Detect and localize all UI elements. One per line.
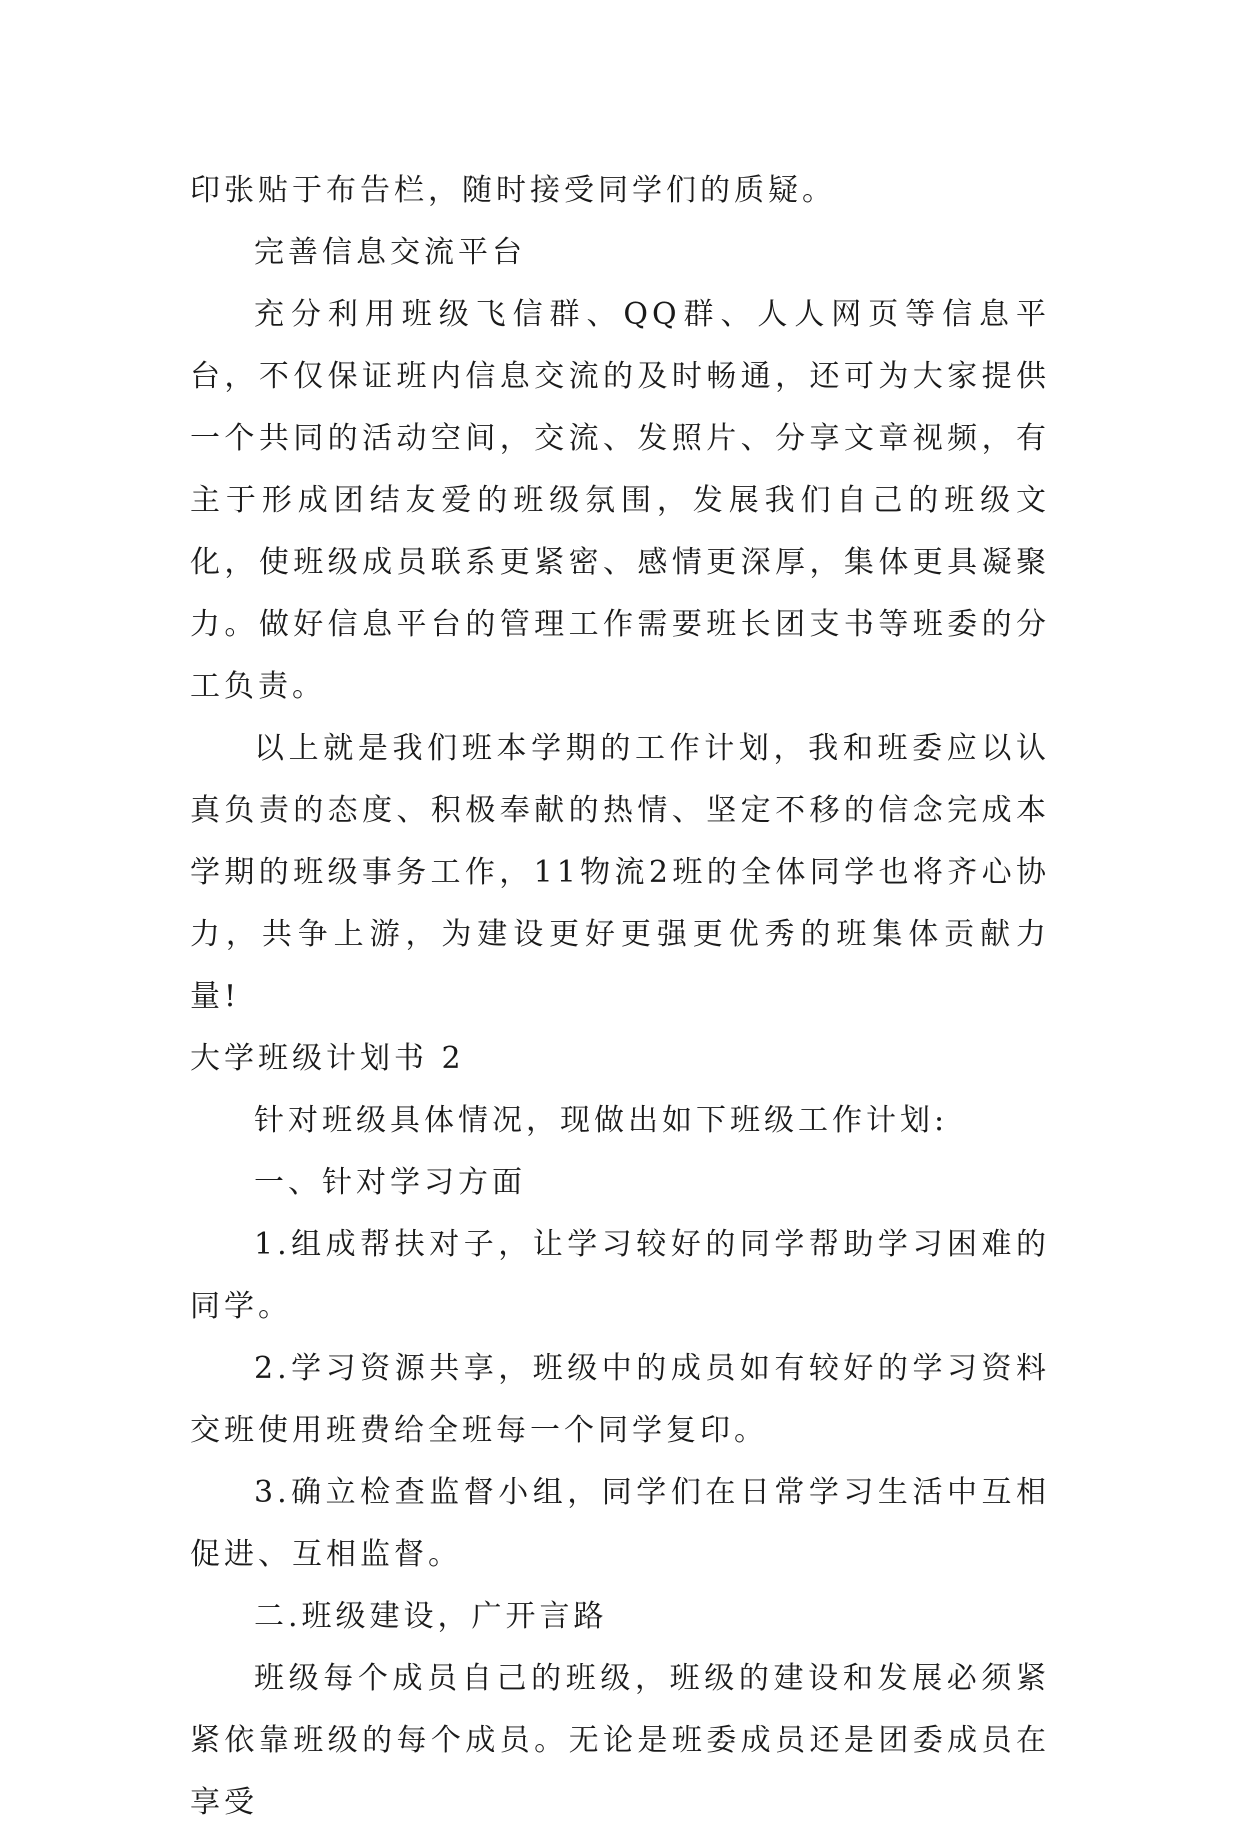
heading-study: 一、针对学习方面 bbox=[254, 1165, 526, 1200]
heading-class-building: 二.班级建设，广开言路 bbox=[254, 1599, 608, 1634]
paragraph-conclusion: 以上就是我们班本学期的工作计划，我和班委应以认真负责的态度、积极奉献的热情、坚定不移的信念完成本学期的班级事务工作，11物流2班的全体同学也将齐心协力，共争上游，为建设更好更强更优秀的班集体贡献力量! bbox=[190, 731, 1050, 1014]
paragraph-info-platform: 充分利用班级飞信群、QQ群、人人网页等信息平台，不仅保证班内信息交流的及时畅通，还可为大家提供一个共同的活动空间，交流、发照片、分享文章视频，有主于形成团结友爱的班级氛围，发展我们自己的班级文化，使班级成员联系更紧密、感情更深厚，集体更具凝聚力。做好信息平台的管理工作需要班长团支书等班委的分工负责。 bbox=[190, 297, 1050, 704]
list-item-study-2: 2.学习资源共享，班级中的成员如有较好的学习资料交班使用班费给全班每一个同学复印。 bbox=[190, 1351, 1050, 1448]
section-title-plan-2: 大学班级计划书 2 bbox=[190, 1041, 465, 1076]
paragraph-intro: 针对班级具体情况，现做出如下班级工作计划: bbox=[254, 1103, 949, 1138]
list-item-study-3: 3.确立检查监督小组，同学们在日常学习生活中互相促进、互相监督。 bbox=[190, 1475, 1050, 1572]
document-body bbox=[190, 160, 1050, 1834]
heading-info-platform: 完善信息交流平台 bbox=[254, 235, 526, 270]
list-item-study-1: 1.组成帮扶对子，让学习较好的同学帮助学习困难的同学。 bbox=[190, 1227, 1050, 1324]
paragraph-class-building: 班级每个成员自己的班级，班级的建设和发展必须紧紧依靠班级的每个成员。无论是班委成员还是团委成员在享受 bbox=[190, 1661, 1050, 1820]
paragraph-bulletin-board: 印张贴于布告栏，随时接受同学们的质疑。 bbox=[190, 173, 836, 208]
